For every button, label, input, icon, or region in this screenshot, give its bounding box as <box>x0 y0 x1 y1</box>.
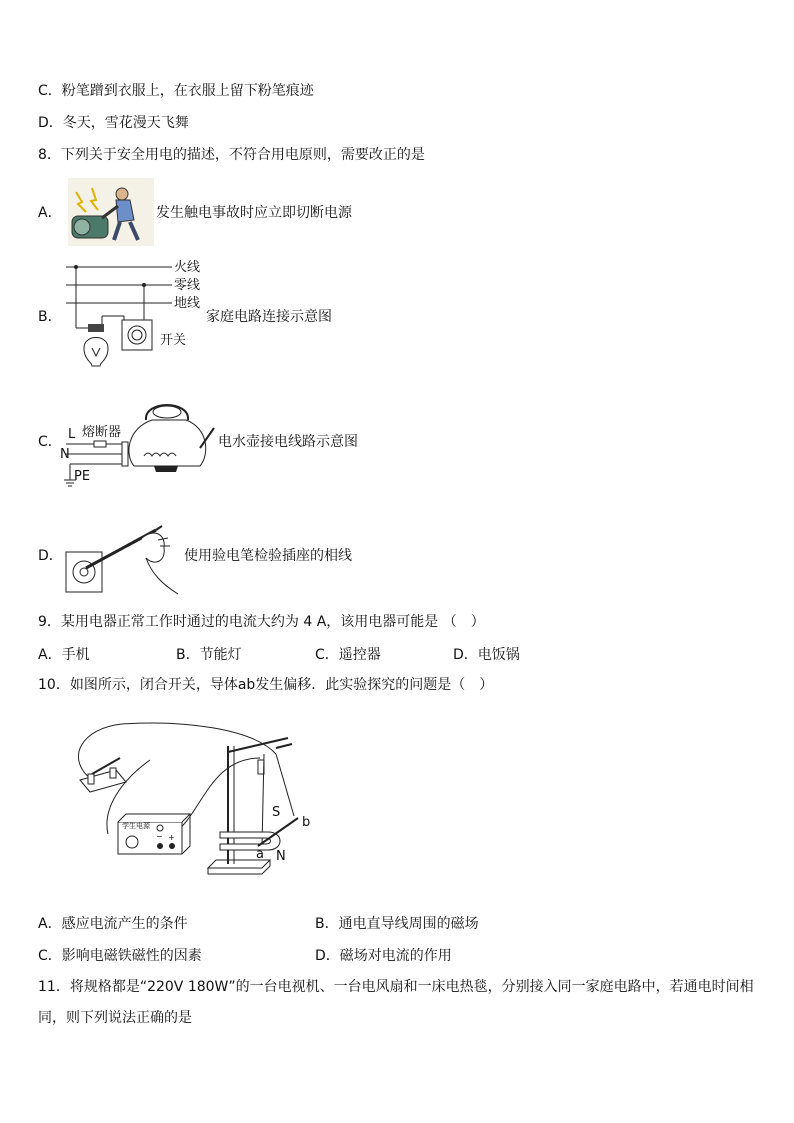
q9-choice-d: D．电饭锅 <box>453 647 520 663</box>
question-10: 10．如图所示，闭合开关，导体ab发生偏移．此实验探究的问题是（ ） <box>38 677 494 693</box>
q8-option-c-label: C． <box>38 434 62 450</box>
q10-choice-d: D．磁场对电流的作用 <box>315 948 452 964</box>
point-a-label: a <box>256 847 264 862</box>
q9-choice-c: C．遥控器 <box>315 647 381 663</box>
ground-wire-label: 地线 <box>174 296 201 311</box>
q8-option-a-caption: 发生触电事故时应立即切断电源 <box>156 205 352 221</box>
household-circuit-diagram <box>62 256 202 372</box>
l-terminal-label: L <box>68 427 76 442</box>
option-d-text: D．冬天，雪花漫天飞舞 <box>38 115 189 131</box>
q9-choice-a: A．手机 <box>38 647 90 663</box>
electric-shock-illustration <box>68 178 154 246</box>
question-9: 9．某用电器正常工作时通过的电流大约为 4 A，该用电器可能是 （ ） <box>38 614 485 630</box>
q8-option-c-caption: 电水壶接电线路示意图 <box>218 434 358 450</box>
n-terminal-label: N <box>60 447 70 462</box>
switch-label: 开关 <box>160 333 187 348</box>
q10-choice-b: B．通电直导线周围的磁场 <box>315 916 479 932</box>
q8-option-b-caption: 家庭电路连接示意图 <box>206 309 332 325</box>
pole-s-label: S <box>272 805 281 820</box>
q10-choice-a: A．感应电流产生的条件 <box>38 916 188 932</box>
point-b-label: b <box>302 815 311 830</box>
fire-wire-label: 火线 <box>174 260 201 275</box>
power-supply-label: 学生电源 <box>122 822 150 830</box>
kettle-wiring-diagram <box>58 388 218 494</box>
electromagnetic-experiment-figure <box>62 718 324 888</box>
question-11-line-1: 11．将规格都是“220V 180W”的一台电视机、一台电风扇和一床电热毯，分别接入同一家庭电路中，若通电时间相 <box>38 979 754 995</box>
pe-terminal-label: PE <box>74 469 91 484</box>
svg-text:−: − <box>156 832 163 841</box>
question-11-line-2: 同，则下列说法正确的是 <box>38 1010 192 1026</box>
pole-n-label: N <box>276 849 286 864</box>
q8-option-d-label: D． <box>38 548 63 564</box>
q9-choice-b: B．节能灯 <box>176 647 242 663</box>
test-pen-socket-illustration <box>62 518 182 598</box>
q8-option-d-caption: 使用验电笔检验插座的相线 <box>184 548 352 564</box>
question-8: 8．下列关于安全用电的描述，不符合用电原则，需要改正的是 <box>38 147 425 163</box>
zero-wire-label: 零线 <box>174 278 201 293</box>
q8-option-b-label: B． <box>38 309 62 325</box>
q10-choice-c: C．影响电磁铁磁性的因素 <box>38 948 202 964</box>
svg-text:+: + <box>168 833 175 842</box>
fuse-label: 熔断器 <box>82 425 122 440</box>
q8-option-a-label: A． <box>38 205 62 221</box>
option-c-text: C．粉笔蹭到衣服上，在衣服上留下粉笔痕迹 <box>38 83 314 99</box>
